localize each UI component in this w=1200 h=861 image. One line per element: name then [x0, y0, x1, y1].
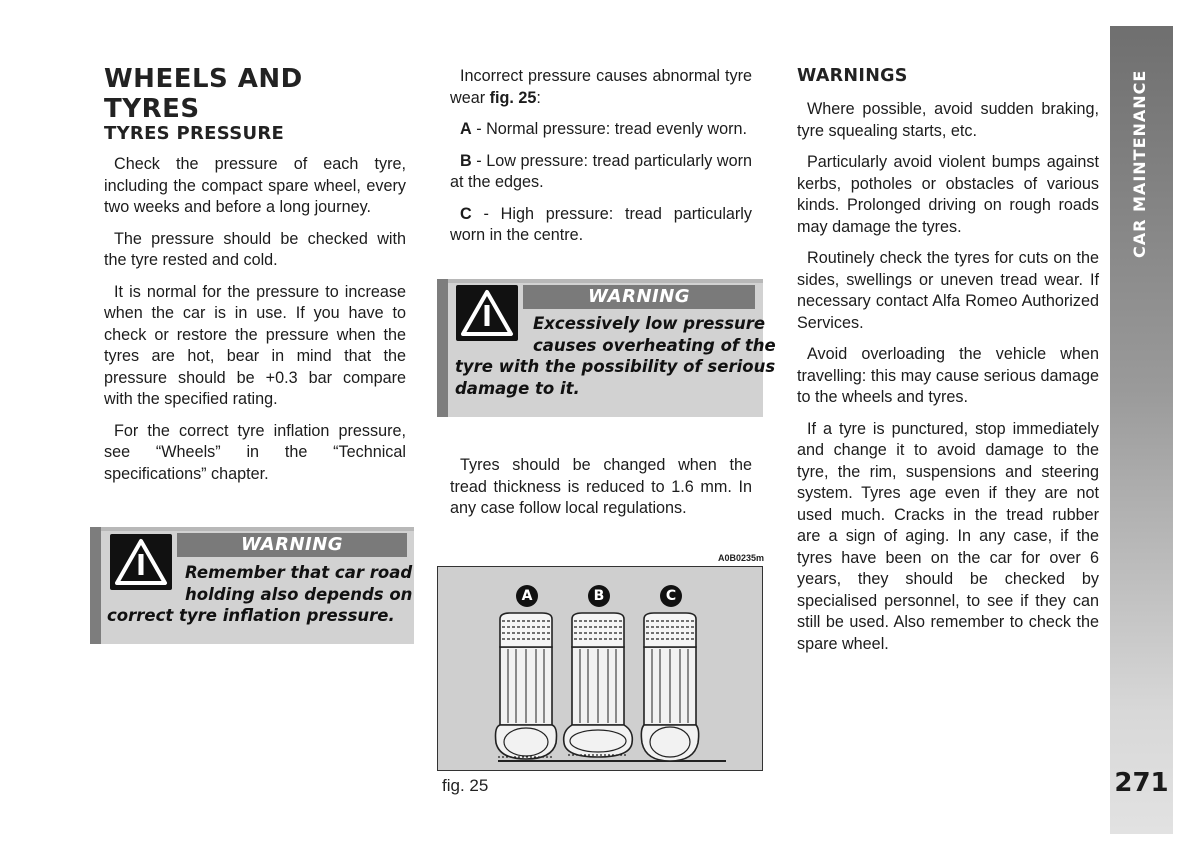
warning-line: damage to it. — [455, 378, 580, 398]
label-a: A — [521, 588, 533, 604]
warning-line: holding also depends on — [185, 584, 413, 604]
figure-caption: fig. 25 — [442, 776, 489, 795]
page-number: 271 — [1114, 768, 1169, 798]
item-text: - Normal pressure: tread evenly worn. — [471, 120, 747, 138]
warnings-text — [797, 99, 1099, 665]
warning-heading: WARNING — [177, 533, 407, 557]
label-a-badge — [516, 585, 538, 607]
paragraph: Routinely check the tyres for cuts on the sides, swellings or uneven tread wear. If necessary contact Alfa Romeo Authorized Services. — [797, 249, 1099, 332]
intro-paragraph — [450, 66, 752, 109]
section-title: WHEELS AND TYRES — [104, 64, 303, 124]
paragraph: Particularly avoid violent bumps against kerbs, potholes or obstacles of various kinds. Prolonged driving on rough roads may damage the tyres. — [797, 153, 1099, 236]
tyre-a-illustration — [496, 613, 557, 759]
paragraph: If a tyre is punctured, stop immediately and change it to avoid damage to the tyre, the rim, suspensions and steering system. Tyres age even if they are not used much. Cracks in the tread rubber are a sign of aging. In any case, if the tyres have been on the car for over 6 years, they should be checked by specialised personnel, to see if they can still be used. Also remember to check the spare wheel. — [797, 419, 1099, 653]
warning-line: Remember that car road — [185, 563, 413, 582]
paragraph: It is normal for the pressure to increase when the car is in use. If you have to check or restore the pressure when the tyres are hot, bear in mind that the pressure should be +0.3 bar compare with the specified rating. — [104, 282, 406, 408]
paragraph: Check the pressure of each tyre, including the compact spare wheel, every two weeks and before a long journey. — [104, 155, 406, 216]
pressure-item — [450, 119, 752, 141]
warnings-heading: WARNINGS — [797, 66, 908, 86]
intro-colon: : — [536, 88, 541, 107]
paragraph: Where possible, avoid sudden braking, tyre squealing starts, etc. — [797, 100, 1099, 140]
item-letter: B — [460, 151, 472, 170]
item-letter: A — [460, 120, 472, 138]
tread-text — [450, 455, 752, 530]
intro-text: Incorrect pressure causes abnormal tyre wear — [450, 67, 752, 107]
pressure-item — [450, 204, 752, 247]
warning-line: tyre with the possibility of serious — [455, 357, 776, 376]
paragraph: Avoid overloading the vehicle when travelling: this may cause serious damage to the wheels and tyres. — [797, 345, 1099, 406]
pressure-item — [450, 151, 752, 194]
tyres-pressure-text — [104, 154, 406, 495]
subsection-title: TYRES PRESSURE — [104, 123, 285, 144]
paragraph: Tyres should be changed when the tread thickness is reduced to 1.6 mm. In any case follow local regulations. — [450, 456, 752, 517]
warning-heading: WARNING — [523, 285, 755, 309]
warning-text — [455, 313, 776, 399]
tyre-wear-figure — [437, 566, 763, 771]
label-b-badge — [588, 585, 610, 607]
label-b: B — [593, 588, 605, 604]
tyre-c-illustration — [641, 613, 698, 761]
warning-line: causes overheating of the — [533, 335, 776, 355]
warning-line: Excessively low pressure — [533, 314, 766, 333]
warning-box-low-pressure — [437, 279, 776, 417]
figure-code: A0B0235m — [717, 553, 764, 563]
tyre-b-illustration — [564, 613, 633, 757]
item-text: - High pressure: tread particularly worn in the centre. — [450, 204, 752, 244]
warning-line: correct tyre inflation pressure. — [107, 606, 395, 625]
label-c: C — [665, 588, 677, 604]
label-c-badge — [660, 585, 682, 607]
warning-text — [107, 562, 413, 627]
pressure-effects-text — [450, 66, 752, 257]
warning-box-inflation — [90, 527, 414, 644]
paragraph: For the correct tyre inflation pressure, see “Wheels” in the “Technical specifications” chapter. — [104, 421, 406, 483]
item-text: - Low pressure: tread particularly worn at the edges. — [450, 151, 752, 191]
figure-reference: fig. 25 — [489, 88, 537, 107]
item-letter: C — [460, 204, 472, 223]
chapter-label: CAR MAINTENANCE — [1130, 69, 1149, 258]
paragraph: The pressure should be checked with the tyre rested and cold. — [104, 229, 406, 269]
